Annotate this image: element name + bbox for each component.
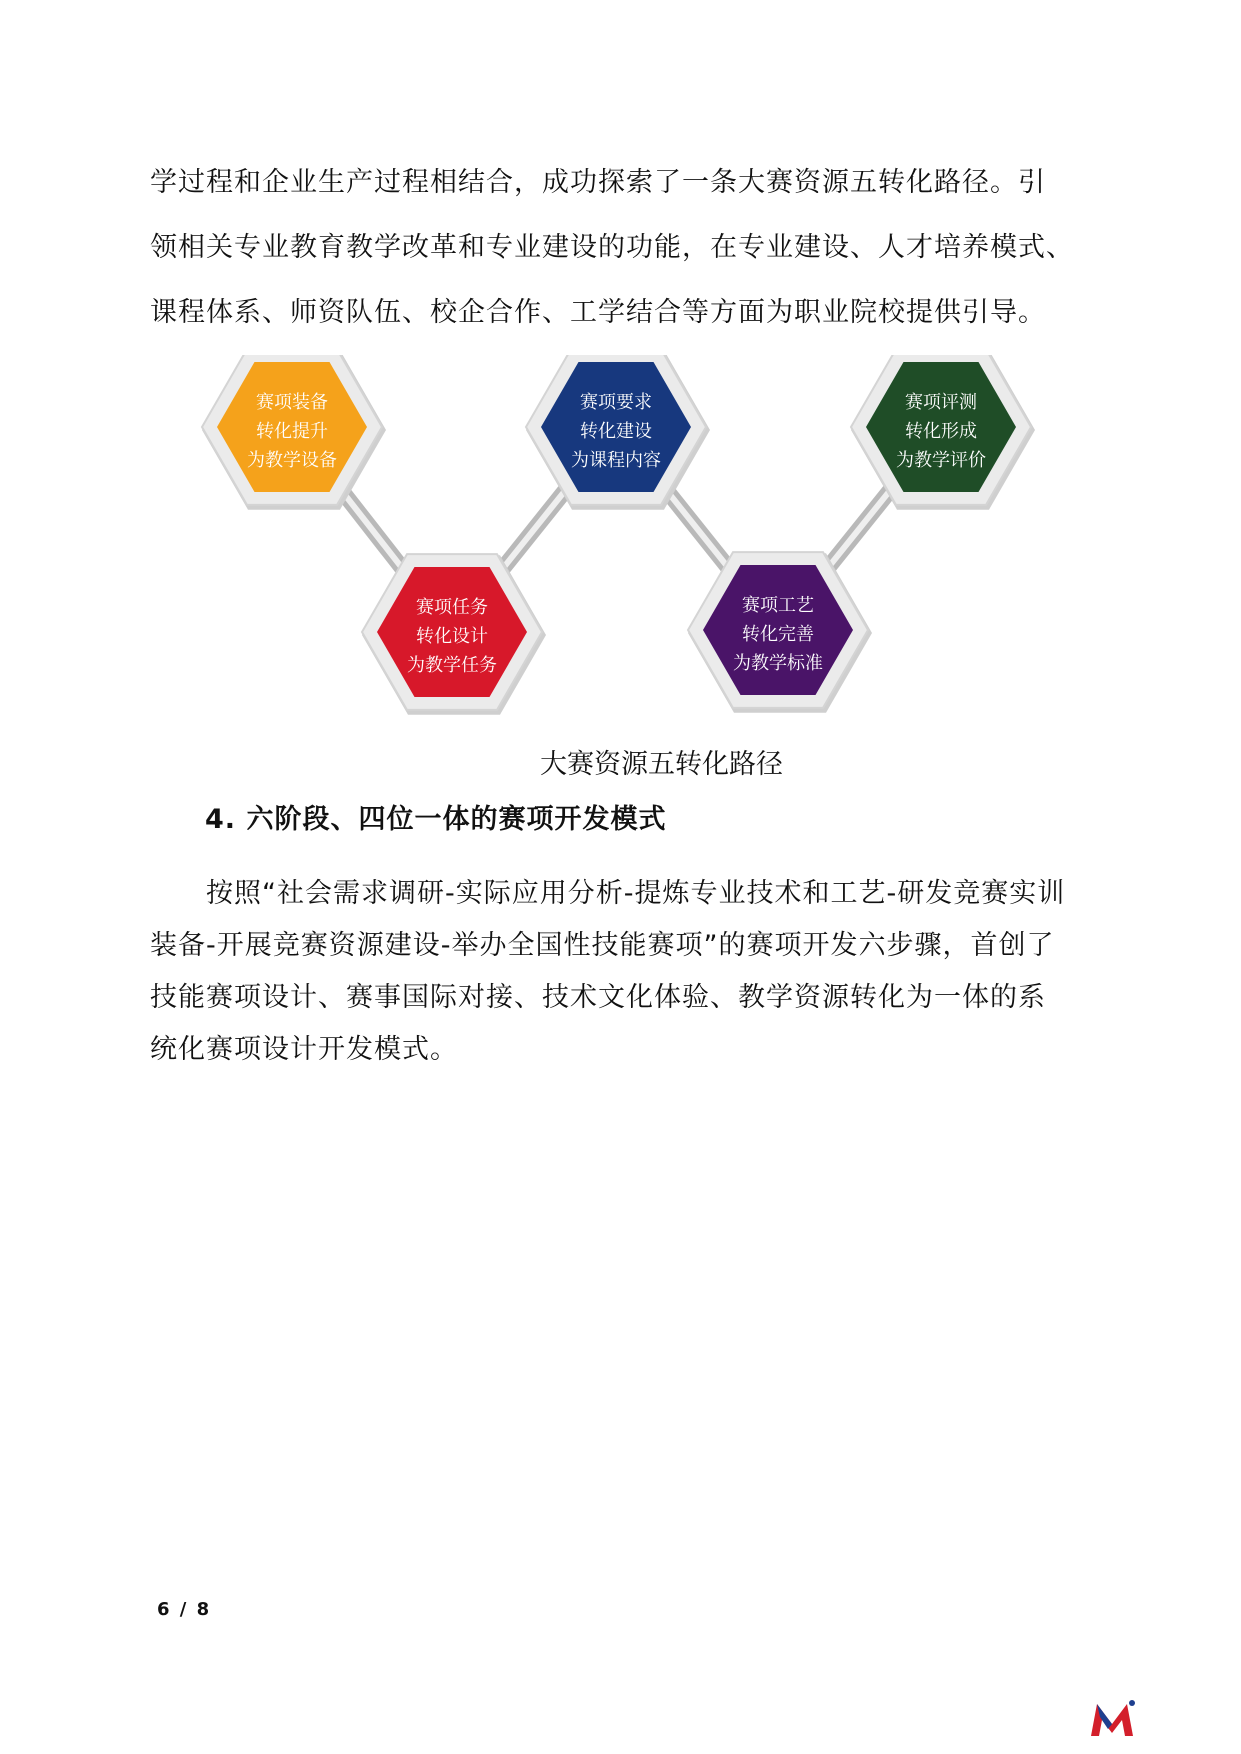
hexagon-node-4	[688, 552, 872, 713]
publisher-logo-icon	[1088, 1698, 1136, 1738]
hexagon-label: 为教学评价	[896, 450, 986, 471]
page-number: 6 / 8	[157, 1599, 212, 1620]
hexagon-label: 赛项要求	[580, 392, 652, 413]
section-paragraph	[150, 868, 1100, 1076]
hexagon-node-3	[526, 355, 710, 510]
section-heading: 4. 六阶段、四位一体的赛项开发模式	[205, 804, 667, 835]
hexagon-label: 转化完善	[742, 624, 814, 645]
hexagon-label: 为课程内容	[571, 450, 661, 471]
paragraph-line: 统化赛项设计开发模式。	[150, 1034, 458, 1065]
diagram-caption: 大赛资源五转化路径	[540, 749, 783, 780]
intro-paragraph	[150, 150, 1100, 345]
hexagon-label: 赛项评测	[905, 392, 977, 413]
paragraph-line: 学过程和企业生产过程相结合，成功探索了一条大赛资源五转化路径。引	[150, 167, 1046, 198]
hexagon-label: 为教学设备	[247, 450, 337, 471]
paragraph-line: 课程体系、师资队伍、校企合作、工学结合等方面为职业院校提供引导。	[150, 297, 1046, 328]
hexagon-node-2	[362, 554, 546, 715]
hexagon-label: 为教学任务	[407, 655, 497, 676]
hexagon-label: 为教学标准	[733, 653, 823, 674]
hexagon-label: 转化提升	[256, 421, 328, 442]
hexagon-label: 赛项工艺	[742, 595, 814, 616]
paragraph-line: 按照“社会需求调研-实际应用分析-提炼专业技术和工艺-研发竞赛实训	[206, 878, 1066, 909]
five-transformation-diagram	[195, 355, 1075, 745]
paragraph-line: 技能赛项设计、赛事国际对接、技术文化体验、教学资源转化为一体的系	[150, 982, 1046, 1013]
hexagon-node-1	[202, 355, 386, 510]
hexagon-label: 赛项任务	[416, 597, 488, 618]
hexagon-label: 转化设计	[416, 626, 488, 647]
hexagon-node-5	[851, 355, 1035, 510]
hexagon-label: 转化形成	[905, 421, 977, 442]
paragraph-line: 装备-开展竞赛资源建设-举办全国性技能赛项”的赛项开发六步骤，首创了	[150, 930, 1055, 961]
hexagon-label: 赛项装备	[256, 392, 328, 413]
hexagon-label: 转化建设	[580, 421, 652, 442]
paragraph-line: 领相关专业教育教学改革和专业建设的功能，在专业建设、人才培养模式、	[150, 232, 1074, 263]
